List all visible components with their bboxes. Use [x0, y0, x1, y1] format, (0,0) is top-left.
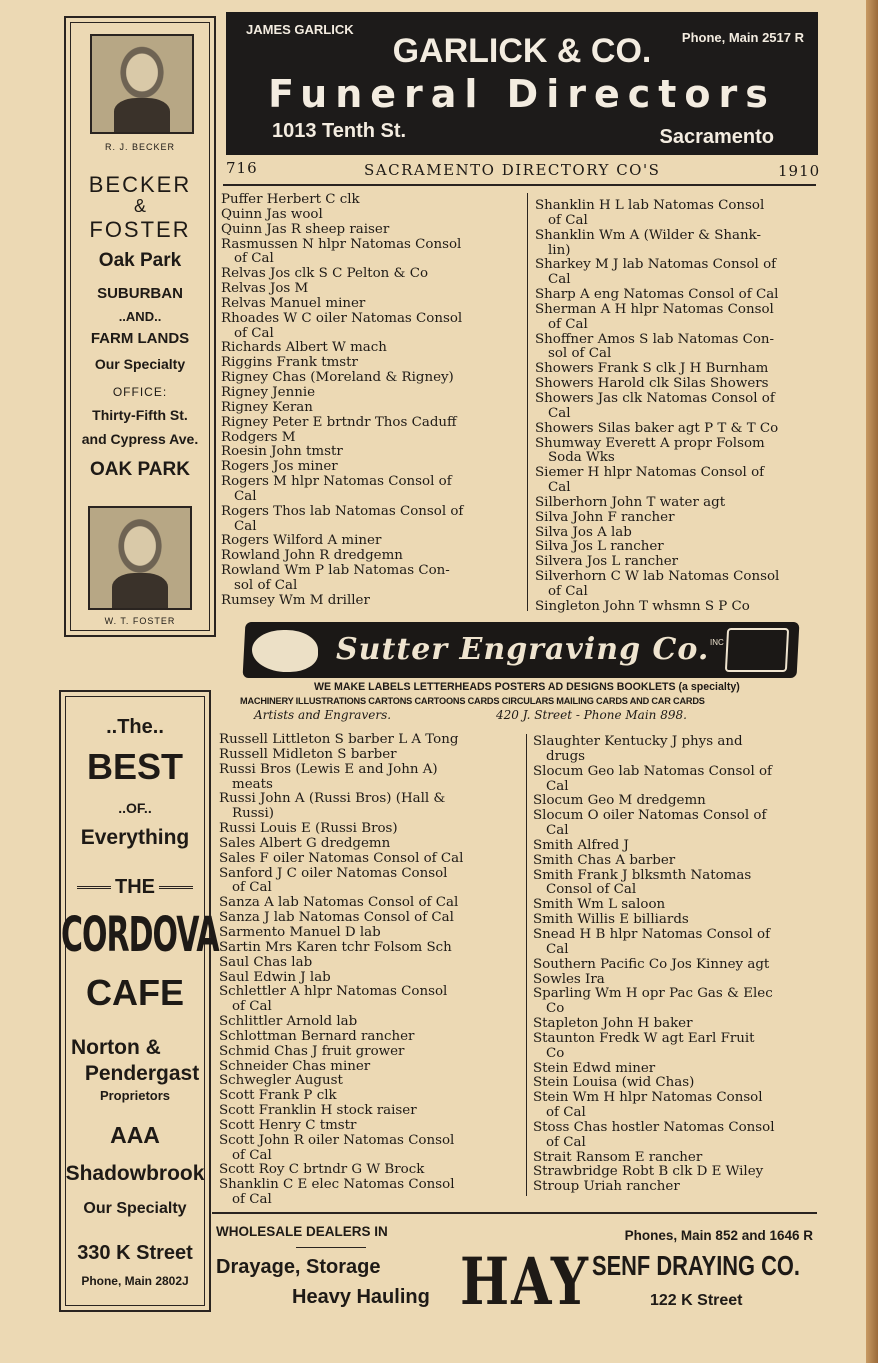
senf-company: SENF DRAYING CO.: [592, 1250, 800, 1281]
entry-continuation: of Cal: [234, 251, 274, 267]
directory-entry: [221, 401, 522, 416]
entry-text: Stapleton John H baker: [533, 1016, 693, 1032]
directory-entry: [533, 913, 829, 928]
entry-continuation: of Cal: [234, 325, 274, 341]
foster-portrait: [88, 506, 192, 610]
sutter-inc: INC: [710, 638, 724, 647]
directory-year: 1910: [778, 162, 821, 180]
entry-continuation: Consol of Cal: [546, 882, 637, 898]
entry-text: Sanford J C oiler Natomas Consol: [219, 865, 448, 881]
directory-entry: [535, 511, 831, 526]
oak-park-title: Oak Park: [98, 250, 182, 271]
directory-title: SACRAMENTO DIRECTORY CO'S: [364, 161, 661, 179]
farm-lands-text: FARM LANDS: [90, 330, 190, 347]
entry-text: Sowles Ira: [533, 971, 605, 987]
directory-entry: [219, 1119, 522, 1134]
directory-entry: [219, 837, 522, 852]
office-label: OFFICE:: [112, 385, 168, 399]
entry-text: Scott John R oiler Natomas Consol: [219, 1132, 455, 1148]
garlick-address: 1013 Tenth St.: [272, 120, 407, 142]
directory-entry: [221, 549, 522, 564]
directory-entry: [221, 534, 522, 549]
entry-continuation: Cal: [548, 405, 571, 421]
directory-entry: [533, 1151, 829, 1166]
directory-entry: [533, 1032, 829, 1062]
sutter-line-2: MACHINERY ILLUSTRATIONS CARTONS CARTOONS CARDS CIRCULARS MAILING CARDS AND CAR CARDS: [240, 696, 705, 706]
directory-entry: [219, 956, 522, 971]
entry-text: Shanklin Wm A (Wilder & Shank-: [535, 227, 762, 243]
entry-text: Smith Willis E billiards: [533, 912, 689, 928]
entry-continuation: of Cal: [548, 583, 588, 599]
entry-continuation: lin): [548, 242, 571, 258]
entry-text: Showers Jas clk Natomas Consol of: [535, 390, 775, 406]
directory-entry: [535, 422, 831, 437]
entry-continuation: of Cal: [232, 1147, 272, 1163]
sutter-engraving-ad: [238, 618, 798, 723]
directory-entry: [533, 1180, 829, 1195]
becker-amp: &: [133, 196, 146, 216]
entry-text: Schlittler Arnold lab: [219, 1014, 358, 1030]
directory-entry: [221, 223, 522, 238]
cordova-owners-1: Norton &: [71, 1036, 161, 1059]
hay-services-1: Drayage, Storage: [216, 1256, 381, 1278]
cordova-the-2: THE: [115, 876, 155, 898]
entry-continuation: sol of Cal: [234, 577, 298, 593]
directory-entry: [219, 1074, 522, 1089]
directory-entry: [219, 941, 522, 956]
directory-column-top-left: [221, 193, 522, 609]
directory-entry: [535, 437, 831, 467]
palette-icon: [250, 628, 320, 674]
directory-entry: [221, 431, 522, 446]
entry-text: Sanza J lab Natomas Consol of Cal: [219, 910, 454, 926]
entry-continuation: of Cal: [232, 999, 272, 1015]
entry-text: Silvera Jos L rancher: [535, 554, 679, 570]
entry-text: Quinn Jas wool: [221, 206, 323, 222]
entry-text: Sanza A lab Natomas Consol of Cal: [219, 895, 459, 911]
entry-text: Saul Edwin J lab: [219, 969, 331, 985]
entry-text: Rogers Wilford A miner: [221, 533, 382, 549]
cordova-phone: Phone, Main 2802J: [81, 1274, 189, 1288]
entry-text: Slocum O oiler Natomas Consol of: [533, 808, 767, 824]
directory-entry: [535, 303, 831, 333]
cordova-owners-2: Pendergast: [84, 1062, 200, 1085]
directory-entry: [535, 229, 831, 259]
entry-text: Rigney Peter E brtndr Thos Caduff: [221, 414, 457, 430]
directory-entry: [533, 869, 829, 899]
becker-foster-ad: [64, 16, 216, 637]
directory-entry: [221, 282, 522, 297]
directory-entry: [219, 763, 522, 793]
entry-text: Sarmento Manuel D lab: [219, 924, 381, 940]
entry-text: Stoss Chas hostler Natomas Consol: [533, 1119, 775, 1135]
directory-entry: [535, 377, 831, 392]
entry-text: Relvas Jos M: [221, 281, 309, 297]
directory-entry: [533, 765, 829, 795]
directory-entry: [221, 267, 522, 282]
directory-entry: [221, 356, 522, 371]
entry-text: Stroup Uriah rancher: [533, 1179, 680, 1195]
directory-entry: [219, 1163, 522, 1178]
becker-name: BECKER: [88, 172, 192, 197]
suburban-text: SUBURBAN: [97, 285, 183, 302]
directory-entry: [533, 1165, 829, 1180]
entry-text: Sales Albert G dredgemn: [219, 835, 391, 851]
cordova-the: ..The..: [106, 716, 164, 738]
senf-draying-ad: [212, 1214, 817, 1329]
directory-entry: [533, 809, 829, 839]
entry-text: Saul Chas lab: [219, 954, 313, 970]
entry-text: Quinn Jas R sheep raiser: [221, 221, 390, 237]
entry-continuation: Cal: [548, 480, 571, 496]
directory-entry: [533, 1076, 829, 1091]
entry-text: Rigney Chas (Moreland & Rigney): [221, 370, 454, 386]
directory-entry: [219, 1134, 522, 1164]
directory-column-bottom-right: [533, 735, 829, 1195]
becker-portrait: [90, 34, 194, 134]
directory-entry: [219, 911, 522, 926]
directory-entry: [535, 496, 831, 511]
entry-text: Rigney Jennie: [221, 384, 316, 400]
entry-text: Rigney Keran: [221, 399, 313, 415]
entry-text: Silberhorn John T water agt: [535, 494, 726, 510]
directory-entry: [219, 1060, 522, 1075]
entry-text: Smith Alfred J: [533, 837, 629, 853]
cordova-shadowbrook: Shadowbrook: [65, 1162, 205, 1185]
entry-continuation: meats: [232, 776, 273, 792]
entry-text: Riggins Frank tmstr: [221, 355, 358, 371]
entry-text: Silva Jos A lab: [535, 524, 632, 540]
directory-entry: [221, 312, 522, 342]
entry-continuation: Cal: [546, 823, 569, 839]
directory-entry: [533, 1121, 829, 1151]
office-address-1: Thirty-Fifth St.: [92, 407, 188, 423]
directory-entry: [219, 733, 522, 748]
entry-text: Rasmussen N hlpr Natomas Consol: [221, 236, 462, 252]
entry-continuation: of Cal: [546, 1134, 586, 1150]
directory-entry: [219, 867, 522, 897]
entry-continuation: Cal: [548, 272, 571, 288]
book-spine-edge: [866, 0, 878, 1363]
entry-continuation: Russi): [232, 806, 274, 822]
directory-entry: [221, 460, 522, 475]
directory-entry: [535, 466, 831, 496]
entry-text: Siemer H hlpr Natomas Consol of: [535, 465, 765, 481]
becker-specialty: Our Specialty: [94, 356, 186, 372]
directory-entry: [533, 928, 829, 958]
directory-entry: [533, 987, 829, 1017]
directory-entry: [535, 540, 831, 555]
garlick-owner: JAMES GARLICK: [246, 22, 354, 37]
directory-entry: [219, 896, 522, 911]
entry-continuation: Co: [546, 1001, 565, 1017]
directory-entry: [535, 600, 831, 615]
entry-text: Rhoades W C oiler Natomas Consol: [221, 310, 463, 326]
entry-text: Smith Wm L saloon: [533, 897, 666, 913]
directory-entry: [533, 839, 829, 854]
garlick-company: GARLICK & CO.: [392, 32, 652, 70]
entry-continuation: drugs: [546, 748, 586, 764]
becker-caption: R. J. BECKER: [104, 142, 175, 152]
directory-entry: [535, 570, 831, 600]
directory-entry: [535, 392, 831, 422]
entry-text: Richards Albert W mach: [221, 340, 387, 356]
entry-text: Relvas Manuel miner: [221, 295, 366, 311]
entry-text: Slocum Geo lab Natomas Consol of: [533, 763, 773, 779]
entry-continuation: Cal: [546, 778, 569, 794]
entry-text: Shoffner Amos S lab Natomas Con-: [535, 331, 775, 347]
entry-text: Relvas Jos clk S C Pelton & Co: [221, 266, 429, 282]
entry-continuation: Cal: [234, 518, 257, 534]
entry-text: Russell Midleton S barber: [219, 746, 397, 762]
entry-text: Schmid Chas J fruit grower: [219, 1043, 405, 1059]
entry-continuation: Soda Wks: [548, 450, 615, 466]
entry-text: Russell Littleton S barber L A Tong: [219, 732, 459, 747]
directory-entry: [535, 555, 831, 570]
directory-entry: [533, 794, 829, 809]
directory-entry: [219, 1045, 522, 1060]
sutter-line-4: 420 J. Street - Phone Main 898.: [496, 708, 687, 722]
entry-continuation: of Cal: [548, 212, 588, 228]
entry-text: Stein Louisa (wid Chas): [533, 1075, 695, 1091]
office-address-2: and Cypress Ave.: [81, 431, 199, 447]
entry-text: Sartin Mrs Karen tchr Folsom Sch: [219, 939, 452, 955]
directory-entry: [221, 475, 522, 505]
hay-wholesale-rule: [296, 1247, 366, 1248]
directory-column-bottom-left: [219, 733, 522, 1208]
directory-entry: [219, 1104, 522, 1119]
foster-caption: W. T. FOSTER: [104, 616, 176, 626]
directory-entry: [219, 1030, 522, 1045]
column-divider-bottom: [526, 734, 527, 1196]
entry-text: Showers Harold clk Silas Showers: [535, 376, 769, 392]
entry-continuation: Cal: [234, 488, 257, 504]
hay-wholesale: WHOLESALE DEALERS IN: [216, 1224, 388, 1239]
entry-text: Scott Henry C tmstr: [219, 1117, 357, 1133]
entry-text: Schwegler August: [219, 1073, 343, 1089]
garlick-phone: Phone, Main 2517 R: [681, 30, 804, 45]
entry-text: Rodgers M: [221, 429, 296, 445]
cordova-address: 330 K Street: [77, 1242, 193, 1264]
directory-column-top-right: [535, 199, 831, 615]
sutter-line-1: WE MAKE LABELS LETTERHEADS POSTERS AD DESIGNS BOOKLETS (a specialty): [314, 681, 740, 693]
directory-entry: [221, 341, 522, 356]
entry-text: Strait Ransom E rancher: [533, 1149, 703, 1165]
cordova-specialty: Our Specialty: [83, 1200, 187, 1217]
entry-text: Roesin John tmstr: [221, 444, 343, 460]
directory-entry: [221, 208, 522, 223]
cordova-of: ..OF..: [118, 800, 152, 816]
directory-entry: [221, 238, 522, 268]
directory-entry: [533, 1062, 829, 1077]
entry-text: Rogers Thos lab Natomas Consol of: [221, 503, 464, 519]
entry-text: Showers Silas baker agt P T & T Co: [535, 420, 779, 436]
entry-continuation: of Cal: [232, 1192, 272, 1208]
entry-text: Silva John F rancher: [535, 509, 675, 525]
entry-text: Russi Bros (Lewis E and John A): [219, 761, 438, 777]
entry-text: Russi Louis E (Russi Bros): [219, 821, 398, 837]
directory-entry: [533, 1017, 829, 1032]
page-number: 716: [226, 159, 258, 177]
entry-continuation: of Cal: [548, 316, 588, 332]
directory-entry: [219, 1015, 522, 1030]
entry-text: Rowland John R dredgemn: [221, 548, 403, 564]
directory-entry: [533, 1091, 829, 1121]
directory-entry: [533, 958, 829, 973]
directory-entry: [221, 386, 522, 401]
entry-text: Scott Frank P clk: [219, 1088, 337, 1104]
directory-entry: [219, 926, 522, 941]
foster-name: FOSTER: [89, 217, 191, 242]
and-text: ..AND..: [118, 309, 162, 324]
directory-entry: [221, 445, 522, 460]
entry-text: Schlottman Bernard rancher: [219, 1028, 415, 1044]
brush-icon: [725, 628, 789, 672]
directory-entry: [535, 526, 831, 541]
entry-text: Sharp A eng Natomas Consol of Cal: [535, 287, 779, 303]
entry-text: Silverhorn C W lab Natomas Consol: [535, 569, 780, 585]
directory-entry: [221, 416, 522, 431]
cordova-rule-right: [159, 886, 193, 889]
entry-text: Rowland Wm P lab Natomas Con-: [221, 563, 450, 579]
entry-text: Staunton Fredk W agt Earl Fruit: [533, 1030, 755, 1046]
entry-continuation: Co: [546, 1045, 565, 1061]
entry-continuation: sol of Cal: [548, 346, 612, 362]
entry-text: Rogers M hlpr Natomas Consol of: [221, 474, 452, 490]
entry-text: Shumway Everett A propr Folsom: [535, 435, 765, 451]
directory-entry: [535, 199, 831, 229]
entry-continuation: Cal: [546, 941, 569, 957]
entry-text: Snead H B hlpr Natomas Consol of: [533, 926, 771, 942]
entry-text: Russi John A (Russi Bros) (Hall &: [219, 791, 446, 807]
sutter-line-3: Artists and Engravers.: [254, 708, 392, 722]
directory-entry: [221, 564, 522, 594]
senf-address: 122 K Street: [650, 1292, 743, 1309]
entry-text: Schlettler A hlpr Natomas Consol: [219, 984, 448, 1000]
directory-entry: [535, 333, 831, 363]
entry-text: Showers Frank S clk J H Burnham: [535, 361, 769, 377]
hay-big: HAY: [460, 1244, 591, 1321]
entry-text: Sales F oiler Natomas Consol of Cal: [219, 850, 464, 866]
directory-entry: [219, 792, 522, 822]
directory-entry: [219, 985, 522, 1015]
directory-entry: [535, 288, 831, 303]
cordova-everything: Everything: [80, 826, 190, 849]
entry-text: Sparling Wm H opr Pac Gas & Elec: [533, 986, 773, 1002]
entry-text: Sharkey M J lab Natomas Consol of: [535, 257, 777, 273]
directory-entry: [219, 748, 522, 763]
cordova-aaa: AAA: [110, 1122, 160, 1148]
sutter-name: Sutter Engraving Co.: [336, 632, 710, 667]
cordova-best: BEST: [86, 746, 183, 787]
entry-text: Southern Pacific Co Jos Kinney agt: [533, 956, 770, 972]
directory-entry: [535, 258, 831, 288]
header-rule: [223, 184, 816, 186]
entry-text: Slocum Geo M dredgemn: [533, 793, 706, 809]
directory-entry: [219, 1089, 522, 1104]
entry-text: Smith Frank J blksmth Natomas: [533, 867, 752, 883]
directory-entry: [221, 297, 522, 312]
entry-continuation: of Cal: [232, 880, 272, 896]
entry-text: Singleton John T whsmn S P Co: [535, 598, 750, 614]
entry-text: Scott Franklin H stock raiser: [219, 1103, 417, 1119]
cordova-cafe-ad: [59, 690, 219, 1312]
cordova-cafe: CAFE: [86, 972, 184, 1013]
directory-entry: [221, 193, 522, 208]
garlick-funeral-ad: [226, 12, 818, 155]
directory-entry: [533, 898, 829, 913]
cordova-proprietors: Proprietors: [99, 1088, 171, 1103]
cordova-name: CORDOVA: [61, 908, 219, 964]
column-divider-top: [527, 193, 528, 611]
directory-entry: [219, 852, 522, 867]
garlick-business: Funeral Directors: [268, 72, 776, 116]
entry-text: Rogers Jos miner: [221, 459, 338, 475]
entry-text: Stein Wm H hlpr Natomas Consol: [533, 1090, 763, 1106]
directory-entry: [533, 854, 829, 869]
garlick-city: Sacramento: [659, 126, 774, 148]
entry-text: Scott Roy C brtndr G W Brock: [219, 1162, 425, 1178]
entry-text: Schneider Chas miner: [219, 1058, 371, 1074]
directory-entry: [533, 735, 829, 765]
directory-entry: [221, 505, 522, 535]
directory-entry: [533, 973, 829, 988]
hay-phones: Phones, Main 852 and 1646 R: [624, 1228, 813, 1243]
directory-entry: [219, 971, 522, 986]
entry-text: Slaughter Kentucky J phys and: [533, 734, 743, 749]
entry-text: Shanklin H L lab Natomas Consol: [535, 198, 765, 213]
directory-entry: [535, 362, 831, 377]
directory-entry: [221, 594, 522, 609]
entry-continuation: of Cal: [546, 1105, 586, 1121]
oak-park-footer: OAK PARK: [90, 459, 190, 480]
entry-text: Strawbridge Robt B clk D E Wiley: [533, 1164, 764, 1180]
hay-services-2: Heavy Hauling: [292, 1286, 430, 1308]
entry-text: Sherman A H hlpr Natomas Consol: [535, 301, 774, 317]
entry-text: Smith Chas A barber: [533, 852, 676, 868]
directory-entry: [219, 1178, 522, 1208]
entry-text: Shanklin C E elec Natomas Consol: [219, 1177, 455, 1193]
entry-text: Rumsey Wm M driller: [221, 592, 370, 608]
entry-text: Silva Jos L rancher: [535, 539, 664, 555]
directory-entry: [219, 822, 522, 837]
directory-entry: [221, 371, 522, 386]
entry-text: Stein Edwd miner: [533, 1060, 656, 1076]
entry-text: Puffer Herbert C clk: [221, 192, 360, 207]
